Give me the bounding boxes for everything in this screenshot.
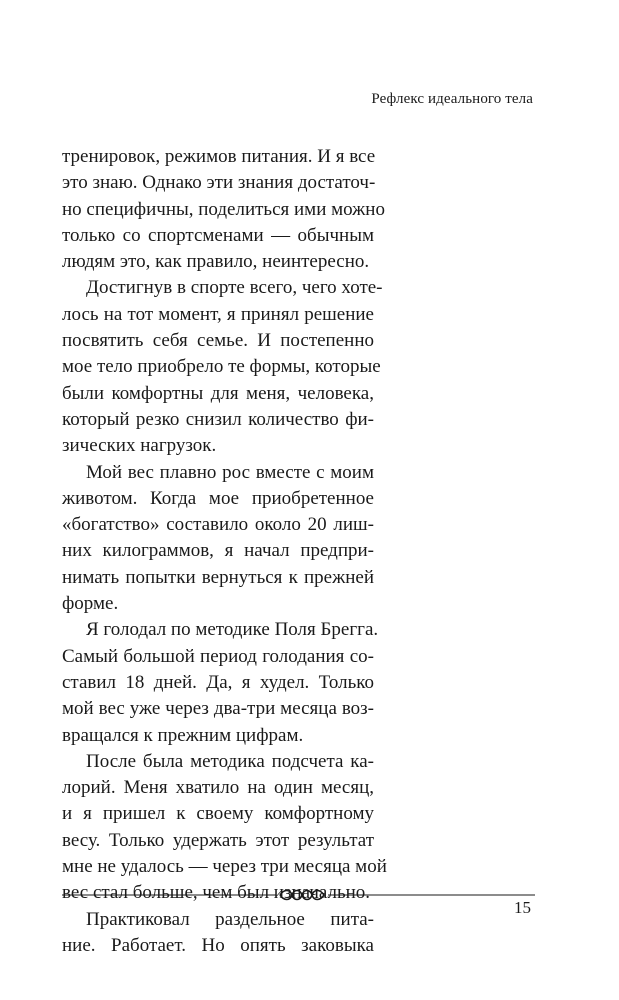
footer-ornament-icon xyxy=(280,891,324,900)
text-line: Практиковал раздельное пита- xyxy=(86,908,374,930)
text-line: вращался к прежним цифрам. xyxy=(62,724,304,746)
text-line: посвятить себя семье. И постепенно xyxy=(62,330,374,352)
body-text xyxy=(62,144,387,959)
text-line: Я голодал по методике Поля Брегга. xyxy=(86,619,379,641)
text-line: это знаю. Однако эти знания достаточ- xyxy=(62,172,376,194)
paragraph xyxy=(62,275,383,459)
text-line: «богатство» составило около 20 лиш- xyxy=(62,514,374,536)
text-line: тренировок, режимов питания. И я все xyxy=(62,146,376,167)
text-line: ние. Работает. Но опять заковыка xyxy=(62,934,374,956)
text-line: только со спортсменами — обычным xyxy=(62,224,374,246)
paragraph xyxy=(62,460,374,618)
text-line: лось на тот момент, я принял решение xyxy=(62,303,374,325)
text-line: который резко снизил количество фи- xyxy=(62,408,374,430)
text-line: Мой вес плавно рос вместе с моим xyxy=(86,461,374,483)
text-line: людям это, как правило, неинтересно. xyxy=(62,251,370,273)
text-line: нимать попытки вернуться к прежней xyxy=(62,566,374,588)
text-line: лорий. Меня хватило на один месяц, xyxy=(62,777,374,799)
text-line: вес стал больше, чем был изначально. xyxy=(62,882,371,904)
running-head: Рефлекс идеального тела xyxy=(371,91,533,107)
text-line: Самый большой период голодания со- xyxy=(62,645,374,667)
text-line: После была методика подсчета ка- xyxy=(86,750,374,772)
text-line: мне не удалось — через три месяца мой xyxy=(62,856,387,878)
text-line: ставил 18 дней. Да, я худел. Только xyxy=(62,671,374,693)
text-line: Достигнув в спорте всего, чего хоте- xyxy=(86,277,383,299)
text-line: форме. xyxy=(62,593,119,615)
text-line: животом. Когда мое приобретенное xyxy=(62,487,374,509)
paragraph xyxy=(62,617,379,748)
text-line: мой вес уже через два-три месяца воз- xyxy=(62,698,374,720)
footer-ornament-rule xyxy=(62,888,535,902)
text-line: весу. Только удержать этот результат xyxy=(62,829,374,851)
page-number: 15 xyxy=(514,898,531,917)
text-line: но специфичны, поделиться ими можно xyxy=(62,198,385,220)
text-line: были комфортны для меня, человека, xyxy=(62,382,374,404)
paragraph xyxy=(62,749,387,907)
paragraph xyxy=(62,907,374,960)
paragraph xyxy=(62,144,385,275)
text-line: них килограммов, я начал предпри- xyxy=(62,540,374,562)
text-line: мое тело приобрело те формы, которые xyxy=(62,356,381,378)
text-line: и я пришел к своему комфортному xyxy=(62,803,374,825)
text-line: зических нагрузок. xyxy=(62,435,217,457)
